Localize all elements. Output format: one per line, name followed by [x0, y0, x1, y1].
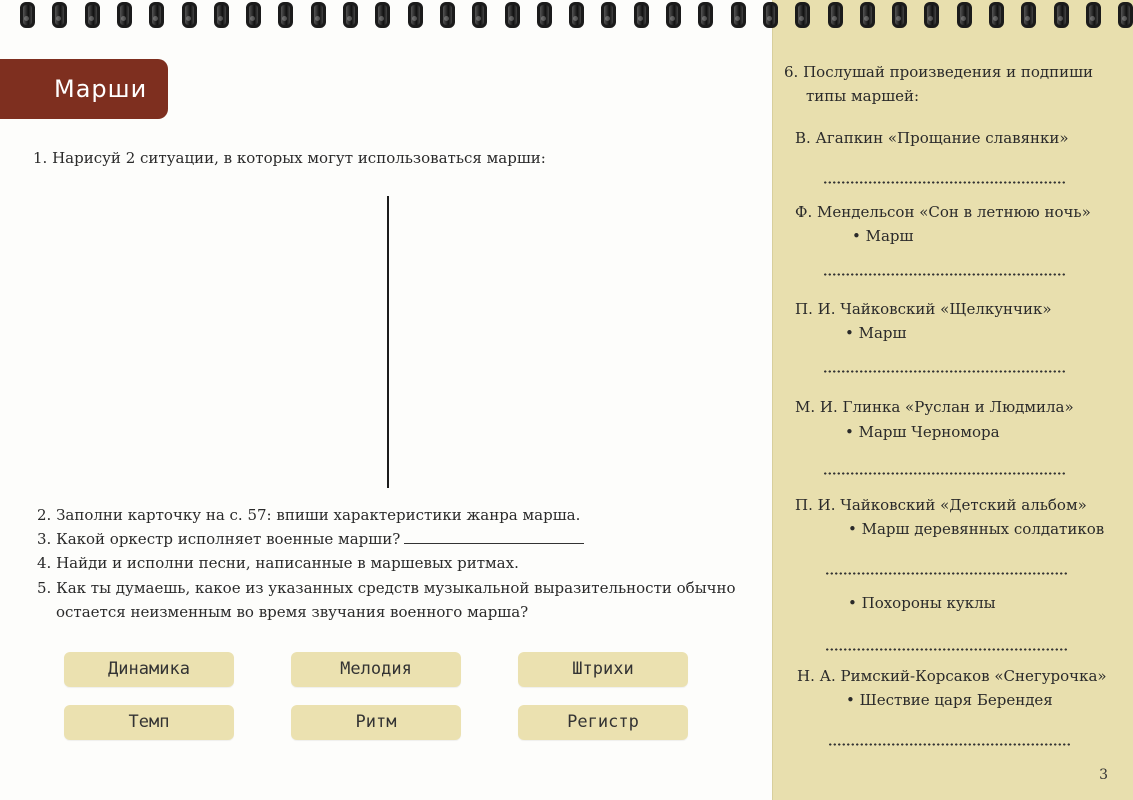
answer-line-2[interactable]: [823, 273, 1065, 276]
answer-line-3[interactable]: [823, 370, 1065, 373]
question-6-line-1: 6. Послушай произведения и подпиши: [784, 63, 1094, 81]
spiral-ring: [375, 2, 390, 28]
spiral-ring: [85, 2, 100, 28]
spiral-ring: [182, 2, 197, 28]
spiral-ring: [731, 2, 746, 28]
spiral-ring: [601, 2, 616, 28]
option-rhythm[interactable]: Ритм: [291, 705, 461, 740]
spiral-ring: [246, 2, 261, 28]
answer-line-q3[interactable]: [404, 529, 584, 544]
question-4: 4. Найди и исполни песни, написанные в маршевых ритмах.: [37, 554, 519, 572]
spiral-ring: [1118, 2, 1133, 28]
piece-glinka: • Марш Черномора: [845, 423, 1000, 441]
spiral-ring: [214, 2, 229, 28]
work-tchaikovsky-album: П. И. Чайковский «Детский альбом»: [795, 496, 1087, 514]
spiral-ring: [860, 2, 875, 28]
spiral-ring: [763, 2, 778, 28]
option-tempo[interactable]: Темп: [64, 705, 234, 740]
question-5-line-2: остается неизменным во время звучания военного марша?: [56, 603, 529, 621]
question-6-line-2: типы маршей:: [806, 87, 920, 105]
spiral-ring: [505, 2, 520, 28]
spiral-ring: [795, 2, 810, 28]
spiral-ring: [569, 2, 584, 28]
spiral-ring: [828, 2, 843, 28]
piece-doll-funeral: • Похороны куклы: [848, 594, 996, 612]
spiral-ring: [1086, 2, 1101, 28]
spiral-ring: [472, 2, 487, 28]
answer-line-4[interactable]: [823, 472, 1065, 475]
option-strokes[interactable]: Штрихи: [518, 652, 688, 687]
option-melody[interactable]: Мелодия: [291, 652, 461, 687]
section-title: Марши: [0, 59, 168, 119]
answer-line-7[interactable]: [828, 743, 1070, 746]
option-register[interactable]: Регистр: [518, 705, 688, 740]
spiral-ring: [698, 2, 713, 28]
answer-line-5[interactable]: [825, 572, 1067, 575]
work-tchaikovsky-nutcracker: П. И. Чайковский «Щелкунчик»: [795, 300, 1052, 318]
spiral-ring: [278, 2, 293, 28]
answer-line-1[interactable]: [823, 181, 1065, 184]
spiral-ring: [149, 2, 164, 28]
piece-rimsky-korsakov: • Шествие царя Берендея: [846, 691, 1053, 709]
spiral-ring: [343, 2, 358, 28]
question-3-text: 3. Какой оркестр исполняет военные марши?: [37, 530, 401, 548]
piece-mendelssohn: • Марш: [852, 227, 914, 245]
piece-tchaikovsky-nutcracker: • Марш: [845, 324, 907, 342]
answer-line-6[interactable]: [825, 648, 1067, 651]
work-mendelssohn: Ф. Мендельсон «Сон в летнюю ночь»: [795, 203, 1091, 221]
spiral-ring: [989, 2, 1004, 28]
spiral-ring: [20, 2, 35, 28]
work-rimsky-korsakov: Н. А. Римский-Корсаков «Снегурочка»: [797, 667, 1107, 685]
spiral-ring: [537, 2, 552, 28]
spiral-ring: [892, 2, 907, 28]
spiral-ring: [440, 2, 455, 28]
spiral-ring: [634, 2, 649, 28]
spiral-ring: [311, 2, 326, 28]
work-glinka: М. И. Глинка «Руслан и Людмила»: [795, 398, 1074, 416]
spiral-ring: [1021, 2, 1036, 28]
spiral-ring: [666, 2, 681, 28]
work-agapkin: В. Агапкин «Прощание славянки»: [795, 129, 1069, 147]
page-number: 3: [1099, 767, 1108, 783]
spiral-ring: [924, 2, 939, 28]
question-3: [37, 527, 584, 551]
spiral-ring: [1054, 2, 1069, 28]
spiral-ring: [957, 2, 972, 28]
spiral-ring: [408, 2, 423, 28]
piece-tchaikovsky-album: • Марш деревянных солдатиков: [848, 520, 1105, 538]
drawing-divider: [387, 196, 389, 488]
spiral-ring: [52, 2, 67, 28]
question-2: 2. Заполни карточку на с. 57: впиши характеристики жанра марша.: [37, 506, 581, 524]
question-5-line-1: 5. Как ты думаешь, какое из указанных средств музыкальной выразительности обычно: [37, 579, 736, 597]
spiral-ring: [117, 2, 132, 28]
option-dynamics[interactable]: Динамика: [64, 652, 234, 687]
spiral-binding: [0, 0, 1133, 28]
question-1: 1. Нарисуй 2 ситуации, в которых могут использоваться марши:: [33, 149, 546, 167]
